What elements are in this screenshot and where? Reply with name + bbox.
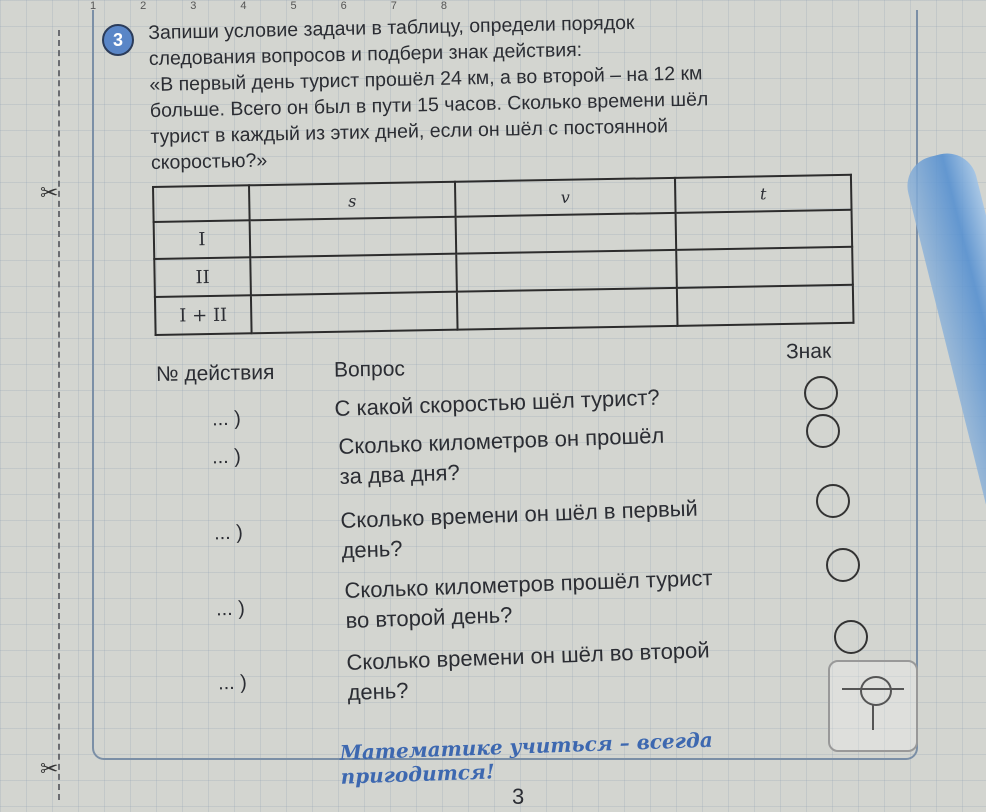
task-line: скоростью?»	[150, 149, 268, 174]
question-text: во второй день?	[345, 602, 513, 633]
column-header-sign: Знак	[785, 339, 832, 364]
question-item	[344, 563, 714, 636]
table-cell[interactable]	[250, 216, 457, 257]
table-cell[interactable]	[676, 247, 853, 288]
header-speed: v	[455, 178, 676, 217]
action-number-blank: ... )	[215, 597, 246, 621]
ruler-mark: 4	[240, 0, 247, 12]
header-time: t	[675, 175, 852, 213]
action-number-blank: ... )	[213, 521, 244, 545]
footer-slogan: Математике учиться – всегда пригодится!	[339, 727, 714, 789]
scissors-icon: ✂	[40, 756, 59, 781]
ruler-mark: 1	[90, 0, 97, 12]
task-number-badge: 3	[102, 24, 134, 56]
ruler-mark: 5	[290, 0, 297, 12]
task-line: больше. Всего он был в пути 15 часов. Сколько времени шёл	[149, 88, 709, 122]
task-line: «В первый день турист прошёл 24 км, а во второй – на 12 км	[149, 62, 703, 96]
action-number-blank: ... )	[211, 407, 242, 431]
question-text: Сколько километров он прошёл	[338, 422, 665, 459]
table-cell[interactable]	[250, 254, 457, 295]
task-line: турист в каждый из этих дней, если он шёл с постоянной	[150, 115, 669, 148]
question-text: за два дня?	[339, 459, 461, 489]
ruler-mark: 2	[140, 0, 147, 12]
row-label-day2: II	[154, 258, 251, 297]
task-line: Запиши условие задачи в таблицу, определи порядок	[148, 11, 635, 44]
table-cell[interactable]	[456, 250, 677, 292]
sign-circle[interactable]	[806, 414, 840, 448]
mascot-body	[872, 704, 874, 730]
table-cell[interactable]	[676, 210, 853, 251]
ruler-mark: 6	[340, 0, 347, 12]
table-cell[interactable]	[456, 213, 677, 255]
question-text: день?	[347, 677, 409, 705]
question-text: Сколько времени он шёл в первый	[340, 495, 699, 533]
column-header-action-no: № действия	[155, 360, 275, 387]
row-label-day1: I	[154, 220, 251, 259]
question-item	[346, 635, 711, 708]
condition-table	[152, 174, 855, 336]
action-number-blank: ... )	[211, 445, 242, 469]
table-cell[interactable]	[457, 288, 678, 330]
page-number: 3	[512, 784, 525, 809]
question-text: день?	[341, 535, 403, 563]
sign-circle[interactable]	[816, 484, 850, 518]
column-header-question: Вопрос	[333, 357, 406, 382]
table-cell[interactable]	[677, 285, 854, 326]
ruler-mark: 7	[390, 0, 397, 12]
table-corner-cell	[153, 185, 250, 221]
table-cell[interactable]	[251, 292, 458, 333]
question-item	[338, 421, 666, 492]
task-text	[148, 6, 841, 176]
question-text: С какой скоростью шёл турист?	[334, 384, 661, 421]
mascot-head	[860, 676, 892, 706]
ruler-mark: 8	[440, 0, 447, 12]
question-text: Сколько километров прошёл турист	[344, 565, 713, 603]
cut-line	[58, 30, 60, 800]
action-number-blank: ... )	[217, 671, 248, 695]
sign-circle[interactable]	[804, 376, 838, 410]
mascot-illustration	[828, 660, 918, 752]
question-text: Сколько времени он шёл во второй	[346, 637, 710, 675]
header-distance: s	[249, 182, 456, 220]
sign-circle[interactable]	[834, 620, 868, 654]
ruler-mark: 3	[190, 0, 197, 12]
row-label-total: I + II	[155, 296, 252, 335]
task-line: следования вопросов и подбери знак действия:	[148, 38, 583, 70]
scissors-icon: ✂	[40, 180, 59, 205]
mascot-arms	[842, 688, 904, 690]
sign-circle[interactable]	[826, 548, 860, 582]
question-item	[340, 494, 699, 566]
